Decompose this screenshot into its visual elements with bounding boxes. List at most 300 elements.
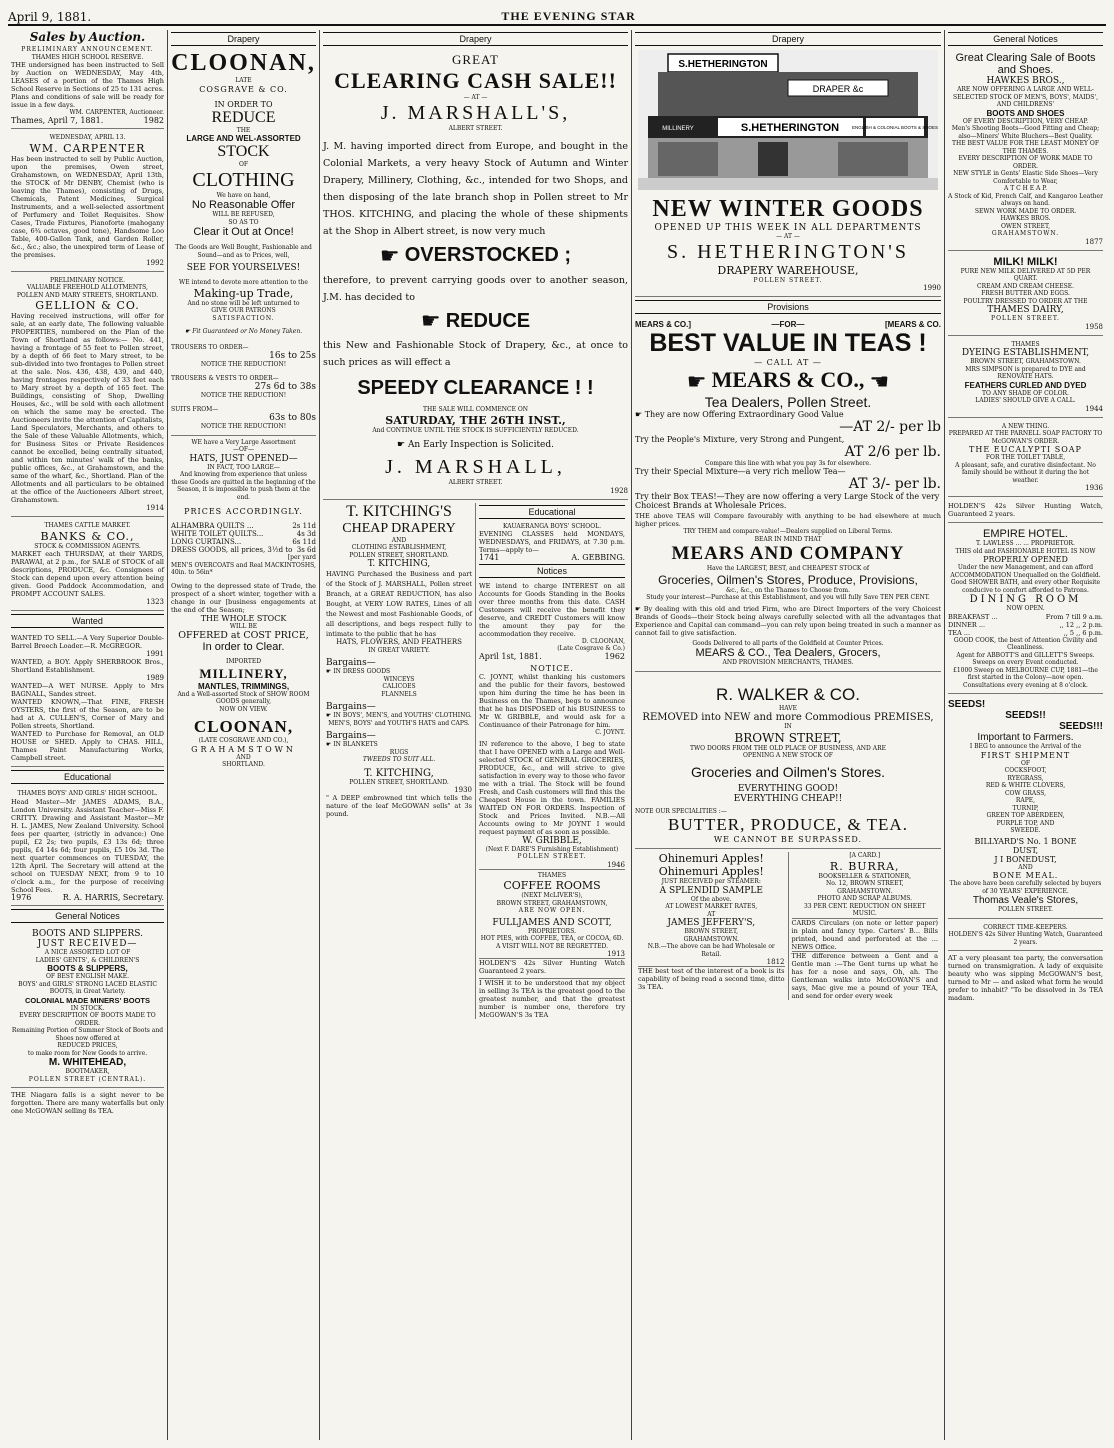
ad-headline: BUTTER, PRODUCE, & TEA. <box>668 815 908 834</box>
ad-headline: Great Clearing Sale of Boots and Shoes. <box>955 52 1096 76</box>
ad-line: An Early Inspection is Solicited. <box>407 440 555 450</box>
ad-line: IN FACT, TOO LARGE— <box>207 463 280 471</box>
ad-line: TWO DOORS FROM THE OLD PLACE OF BUSINESS, AND ARE <box>689 744 887 752</box>
ad-line: And knowing from experience that unless these Goods are quitted in the beginning of the Season, it is impossible to push them at the end. <box>171 471 316 501</box>
ad-line: POULTRY DRESSED TO ORDER AT THE <box>963 297 1088 305</box>
pointing-hand-icon: ☛ <box>396 440 406 450</box>
ad-headline: Groceries and Oilmen's Stores. <box>690 763 886 780</box>
ad-body: Head Master—Mr JAMES ADAMS, B.A., London University. Assistant Teacher—Miss F. CRITTY. Drawing and Assistant Master—Mr H. L. JAMES, New Zealand University. School fees per quarter, (strictly in advance:) One pupil, £2 2s; two pupils, £3 13s 6d; three pupils, £4 14s 6d; four pupils, £5 10s 3d. The next quarter commences on TUESDAY, the 12th April. The Secretary will attend at the school on TUESDAY NEXT, from 9 to 10 o'clock a.m., for the purpose of receiving School Fees. <box>11 797 164 894</box>
ad-title: KAUAERANGA BOYS' SCHOOL. <box>502 522 602 530</box>
ad-line: IN BLANKETS <box>333 741 378 748</box>
ad-line: WE have a Very Large Assortment <box>191 438 296 446</box>
ad-line: OPENING A NEW STOCK OF <box>743 752 833 759</box>
ad-line: AT <box>707 910 716 918</box>
ad-number: 1944 <box>1085 404 1103 413</box>
ad-line: TRY THEM and compare-value!—Dealers supplied on Liberal Terms. <box>683 528 893 535</box>
ad-line: (Next F. DARE'S Furnishing Establishment) <box>485 845 619 853</box>
ad-number: 1812 <box>766 958 785 966</box>
ad-line: SATISFACTION. <box>212 314 275 322</box>
ad-merchant-name: M. WHITEHEAD, <box>48 1057 127 1068</box>
ad-line: EVERYTHING GOOD! <box>737 783 839 794</box>
ad-headline: SEEDS! <box>948 699 986 710</box>
ad-line: THIS old and FASHIONABLE HOTEL IS NOW <box>955 547 1096 555</box>
ad-body: WE intend to charge INTEREST on all Accounts for Goods Standing in the Books over three months from this date. CASH Customers will receive the benefit they deserve, and CREDIT Customers will know the amount they pay for the accommodation they receive. <box>479 581 625 638</box>
ad-line: TO ANY SHADE OF COLOR. <box>982 389 1069 397</box>
ad-number: 1989 <box>146 674 164 682</box>
ad-title: PRELIMINARY NOTICE. <box>49 276 125 284</box>
ad-line: LARGE AND WEL-ASSORTED <box>186 134 301 143</box>
ad-auctioneer-name: WM. CARPENTER <box>29 141 146 155</box>
ad-line: CLOTHING ESTABLISHMENT, <box>351 544 447 551</box>
ad-line: &c., &c., on the Thames to Choose from. <box>725 586 851 594</box>
ad-line: N.B.—The above can be had Wholesale or Retail. <box>647 943 775 958</box>
ad-line: Making-up Trade, <box>193 286 294 300</box>
ad-headline: DYEING ESTABLISHMENT, <box>961 348 1090 358</box>
ad-line: LADIES' SHOULD GIVE A CALL. <box>975 397 1076 404</box>
ad-line: FULLJAMES AND SCOTT, <box>492 917 612 928</box>
meal-row <box>948 621 1103 629</box>
ad-line: POLLEN STREET. <box>517 853 587 860</box>
seed-list <box>948 767 1103 835</box>
notice-line: NOTICE THE REDUCTION! <box>200 423 287 430</box>
ad-auctioneer-name: GELLION & CO. <box>35 299 140 312</box>
ad-hetherington <box>635 194 941 297</box>
pointing-hand-icon: ☛ <box>635 409 643 419</box>
ad-line: GRAHAMSTOWN. <box>837 887 893 895</box>
ad-line: Consultations every evening at 8 o'clock. <box>963 681 1088 689</box>
ad-line: A Stock of Kid, French Calf, and Kangaroo Leather always on hand. <box>948 192 1103 207</box>
ad-line: BROWN STREET, <box>734 730 842 745</box>
ad-line: BOOTS & SLIPPERS, <box>47 964 128 973</box>
ad-line: GIVE OUR PATRONS <box>211 307 276 314</box>
ad-line: By dealing with this old and tried Firm, who are Direct Importers of the very Choicest Brands of Goods—their Stock being always carefully selected with all the advantages that Experience and Capital can command—you can rely upon being treated in such a manner as cannot fail to give satisfaction. <box>635 604 941 637</box>
ad-body: therefore, to prevent carrying goods over to another season, J.M. has decided to <box>323 274 628 303</box>
ad-line: A SPLENDID SAMPLE <box>659 885 763 896</box>
price-list-trousers <box>171 342 316 436</box>
section-drapery: Drapery <box>171 32 316 46</box>
merchant-name: J. MARSHALL, <box>385 456 566 478</box>
ad-line: LADIES' GENTS', & CHILDREN'S <box>35 956 140 964</box>
ad-line: IN BOYS', MEN'S, and YOUTHS' CLOTHING. <box>333 712 472 719</box>
ad-signature: W. GRIBBLE, <box>522 835 582 846</box>
seed-item: PURPLE TOP, AND <box>996 819 1055 827</box>
ad-thames-high-school-reserve <box>11 44 164 129</box>
column-marshall <box>320 30 632 1440</box>
ad-signature: A. GEBBING. <box>571 553 625 562</box>
notices-column <box>476 503 628 1020</box>
ad-line: Of the above. <box>690 895 732 903</box>
ad-signature: (Late Cosgrave & Co.) <box>557 645 625 652</box>
ad-line: HATS, JUST OPENED— <box>189 453 298 464</box>
price-note: [per yard <box>287 554 316 561</box>
ad-line: Try the People's Mixture, very Strong and Pungent, <box>635 434 845 444</box>
ad-line: REDUCED PRICES, <box>57 1042 118 1049</box>
sign-hetherington-top: S.HETHERINGTON <box>678 59 768 70</box>
seed-item: RAPE, <box>1015 797 1036 804</box>
ad-number: 1992 <box>146 258 164 267</box>
filler-paragraph: " A DEEP embrowned tint which tells the nature of the leaf McGOWAN sells" at 3s pound. <box>326 794 472 818</box>
price-row <box>171 546 316 554</box>
ad-corner-label: MEARS & CO.] <box>635 320 691 329</box>
pointing-hand-icon: ☛ <box>326 712 332 719</box>
ad-dyeing <box>948 339 1103 418</box>
ad-line: Tea Dealers, Pollen Street. <box>704 393 872 410</box>
ad-line: ALBERT STREET. <box>448 124 503 132</box>
ad-line: Owing to the depressed state of Trade, the prospect of a short winter, together with a change in our [business engagements at the end of the Season; <box>171 581 316 614</box>
ad-line: RUGS <box>389 748 409 756</box>
ad-line: JUST RECEIVED per STEAMER: <box>661 878 761 885</box>
ad-headline: MILK! MILK! <box>993 255 1058 268</box>
price-value: 6s 11d <box>292 538 316 546</box>
ad-headline: Ohinemuri Apples! <box>658 865 764 878</box>
ad-apples <box>635 852 789 1000</box>
ad-line: THE BEST VALUE FOR THE LEAST MONEY OF THE THAMES. <box>952 140 1099 155</box>
ad-line: OPENED UP THIS WEEK IN ALL DEPARTMENTS <box>654 223 922 233</box>
ad-headline: SEEDS!! <box>1005 710 1046 721</box>
ad-line: FEATHERS CURLED AND DYED <box>964 380 1087 390</box>
ad-line: BOOKSELLER & STATIONER, <box>818 872 911 880</box>
ad-line: POLLEN STREET. <box>753 276 823 284</box>
seed-item: COW GRASS, <box>1004 789 1047 797</box>
ad-cloonan <box>171 50 316 336</box>
ad-title: THAMES CATTLE MARKET. <box>44 522 131 529</box>
ad-line: GRAHAMSTOWN <box>191 744 296 754</box>
ad-line: PREPARED AT THE PARNELL SOAP FACTORY TO McGOWAN'S ORDER. <box>948 430 1103 445</box>
ad-line: We have on hand, <box>216 191 271 199</box>
ad-line: A T C H E A P. <box>1003 185 1048 192</box>
ad-line: PROPERLY OPENED <box>983 555 1068 564</box>
ad-body: C. JOYNT, whilst thanking his customers and the public for their favors, bestowed upon him during the time he has been in Business on the Thames, begs to announce that he has DISPOSED of his BUSINESS to Mr W. GRIBBLE, and would ask for a Continuance of their Patronage for him. <box>479 673 625 729</box>
ad-body: HAVING Purchased the Business and part of the Stock of J. MARSHALL, Pollen street Branch, at a GREAT REDUCTION, has also Bought, at VERY LOW RATES, Lines of all the Newest and most Fashionable Goods, of all descriptions, and begs respect fully to intimate to the public that he has <box>326 570 472 638</box>
ad-line: And CONTINUE UNTIL THE STOCK IS SUFFICIENTLY REDUCED. <box>372 426 579 434</box>
filler-paragraph: THE best test of the interest of a book is its capability of being read a second time, ditto 3s TEA. <box>638 967 785 991</box>
ad-line: — AT — <box>776 233 800 240</box>
sign-boots-shoes: ENGLISH & COLONIAL BOOTS & SHOES <box>851 125 938 130</box>
wanted-item: WANTED KNOWN,—That FINE, FRESH OYSTERS, the first of the Season, are to be had at A. CULLEN'S, Corner of Mary and Pollen streets, Shortland. <box>11 698 164 730</box>
price-value: 3s 6d <box>296 546 316 554</box>
ad-line: Sweeps on every Event conducted. <box>972 659 1079 666</box>
ad-line: GOOD COOK, the best of Attention Civility and Cleanliness. <box>953 636 1098 651</box>
ad-line: MRS SIMPSON is prepared to DYE and RENOVATE HATS. <box>965 365 1086 380</box>
ad-line: OF <box>238 161 249 168</box>
ad-line: AND <box>236 753 251 761</box>
ad-line: HOLDEN'S 42s Silver Hunting Watch, Guaranteed 2 years. <box>948 931 1103 946</box>
ad-eucalypti-soap <box>948 421 1103 498</box>
ad-line: THE WHOLE STOCK <box>200 613 287 623</box>
ad-line: MANTLES, TRIMMINGS, <box>197 681 290 691</box>
ad-line: In order to Clear. <box>202 641 285 653</box>
tea-price: —AT 2/- per lb <box>839 418 941 435</box>
ad-seeds <box>948 697 1103 919</box>
ad-line: —OF— <box>232 446 255 453</box>
ad-location: POLLEN AND MARY STREETS, SHORTLAND. <box>16 291 159 299</box>
sign-hetherington-main: S.HETHERINGTON <box>740 122 840 134</box>
price-item: WHITE TOILET QUILTS... <box>171 530 264 538</box>
ad-line: FRESH BUTTER AND EGGS. <box>981 290 1070 297</box>
ad-title: NOTICE. <box>530 664 574 673</box>
ad-headline: SPEEDY CLEARANCE ! ! <box>357 377 594 399</box>
ad-headline: SEEDS!!! <box>1059 721 1103 732</box>
section-educational: Educational <box>11 770 164 784</box>
ad-line: EVERY DESCRIPTION OF BOOTS MADE TO ORDER. <box>19 1012 156 1027</box>
ad-number: 1936 <box>1085 484 1103 492</box>
ad-line: Have the LARGEST, BEST, and CHEAPEST STOCK of <box>706 565 870 572</box>
price-row <box>171 530 316 538</box>
merchant-name: J. MARSHALL'S, <box>380 101 571 124</box>
merchant-name: T. KITCHING, <box>364 767 434 779</box>
ad-line: DRAPERY WAREHOUSE, <box>717 263 859 277</box>
meal-time: ,, 5 ,, 6 p.m. <box>1063 628 1103 637</box>
ad-line: DINING ROOM <box>969 594 1082 605</box>
ad-body: Having received instructions, will offer for sale, at an early date, The following valuable PROPERTIES, numbered on the Plan of the Town of Shortland as follows:— No. 441, having a frontage of 55 feet to Pollen street, by a depth of 66 feet to Mary street, to be sub-divided into two frontages to Pollen street at the sale. Nos. 436, 438, 439, and 440, having frontages respectively of 33 feet each to Mary street by a depth of 165 feet. The Buildings, consisting of Shop, Dwelling Houses, &c., will be sold with each allotment on which the same may be erected. The Auctioneers invite the attention of Capitalists, Land Speculators, Merchants, and others to the Sale of these Valuable Allotments, which, for Business Sites or Private Residences cannot be excelled, being centrally situated, and within ten minutes' walk of the banks, public offices, &c., at Grahamstown, and the same of the wharf, &c., Shortland. Plan of the Allotments and all particulars to be obtained at the office of the Auctioneers Albert street, Grahamstown. <box>11 312 164 504</box>
ad-line: REDUCE <box>211 108 276 126</box>
ad-body: J. M. having imported direct from Europe, and bought in the Colonial Markets, a very heavy Stock of Autumn and Winter Drapery, Millinery, Clothing, &c., intended for two Shops, and then disposing of the late branch shop in Pollen street to Mr THOS. KITCHING, and placing the whole of these shipments at the Shop in Albert street, is now very much <box>323 141 628 237</box>
ad-line: BONE MEAL. <box>992 871 1059 880</box>
ad-line: THAMES DAIRY, <box>987 305 1064 315</box>
ad-line: IMPORTED <box>225 658 262 665</box>
ad-line: HOT PIES, with COFFEE, TEA, or COCOA, 6D. <box>480 935 624 942</box>
merchant-name: R. WALKER & CO. <box>716 684 860 704</box>
seed-item: GREEN TOP ABERDEEN, <box>986 812 1065 819</box>
ad-line: POLLEN STREET, SHORTLAND. <box>349 551 449 559</box>
ad-line: NOW OPEN. <box>1006 605 1045 612</box>
ad-number: 1958 <box>1085 322 1103 331</box>
ad-subtitle: VALUABLE FREEHOLD ALLOTMENTS, <box>27 284 148 291</box>
masthead <box>8 6 1106 26</box>
wanted-list <box>11 632 164 767</box>
ad-line: T. LAWLESS ... ... PROPRIETOR. <box>976 540 1075 547</box>
ad-line: OF EVERY DESCRIPTION, VERY CHEAP. <box>962 117 1089 125</box>
ad-carpenter-sale <box>11 132 164 272</box>
ad-line: POLLEN STREET. <box>991 315 1060 322</box>
ad-headline: NEW WINTER GOODS <box>652 196 924 222</box>
ad-date: April 1st, 1881. <box>479 651 542 661</box>
ad-marshall <box>323 50 628 500</box>
ad-line: IN STOCK. <box>70 1004 105 1012</box>
seed-item: COCKSFOOT, <box>1004 767 1047 774</box>
merchant-name: T. KITCHING'S <box>346 502 452 520</box>
ad-line: J I BONEDUST, <box>994 854 1057 864</box>
ad-line: The Goods are Well Bought, Fashionable and Sound—and as to Prices, well, <box>175 244 312 259</box>
ad-subtitle: STOCK & COMMISSION AGENTS. <box>34 542 141 550</box>
ad-line: MEN'S, BOYS' and YOUTH'S HATS and CAPS. <box>328 719 470 727</box>
ad-number: 1913 <box>607 950 625 958</box>
ad-line: OFFERED at COST PRICE, <box>178 630 309 641</box>
price-value: 27s 6d to 38s <box>254 382 316 392</box>
ad-mears <box>635 318 941 672</box>
ad-line: SHORTLAND. <box>222 761 265 768</box>
price-row <box>171 522 316 530</box>
ad-number: 1741 <box>479 553 500 562</box>
ad-line: to make room for New Goods to arrive. <box>27 1049 148 1057</box>
ad-line: IN GREAT VARIETY. <box>368 646 430 654</box>
seed-item: RYEGRASS, <box>1007 774 1044 782</box>
price-item: TROUSERS & VESTS TO ORDER— <box>171 374 279 382</box>
wanted-item: WANTED TO SELL.—A Very Superior Double-Barrel Breech Loader.—R. McGREGOR. <box>11 634 164 650</box>
ad-line: Try their Special Mixture—a very rich mellow Tea— <box>635 467 846 476</box>
ad-line: WILL BE REFUSED, <box>212 211 275 218</box>
ad-line: (NEXT McLIVER'S), <box>521 892 583 899</box>
ad-line: A NICE ASSORTED LOT OF <box>44 949 131 956</box>
ad-line: IN <box>784 723 792 730</box>
meal-name: TEA ... <box>948 628 971 637</box>
ad-line: ARE NOW OPEN. <box>518 907 586 914</box>
ad-line: The above have been carefully selected by buyers of 30 YEARS' EXPERIENCE. <box>949 880 1102 895</box>
ad-line: Agent for ABBOTT'S and GILLETT'S Sweeps. <box>956 651 1095 659</box>
ad-line: SEWN WORK MADE TO ORDER. <box>974 207 1077 215</box>
ad-headline: EMPIRE HOTEL. <box>983 528 1068 540</box>
ad-line: And a Well-assorted Stock of SHOW ROOM GOODS generally, <box>177 690 310 705</box>
newspaper-title: THE EVENING STAR <box>501 9 636 23</box>
price-list <box>171 522 316 554</box>
ad-body: Has been instructed to sell by Public Auction, upon the premises, Owen street, Grahamstown, on WEDNESDAY, April 13th, the STOCK of Mr DENBY, Chemist (who is leaving the Thames), consisting of Drugs, Chemicals, Patent Medicines, Surgical Instruments, and a well-selected assortment of Perfumery and Toilet Requisites. Show Cases, Trade Fixtures, Pianoforte (mahogany case, 6¾ octaves, good tone), Handsome Loo Table, 400-Gallon Tank, and Garden Roller, &c., &c.; also, the unexpired term of Lease of the premises. <box>11 154 164 259</box>
pointing-hand-icon: ☛ <box>686 369 707 395</box>
ad-number: 1991 <box>146 650 164 658</box>
price-item: SUITS FROM— <box>171 405 219 413</box>
ad-line: AT LOWEST MARKET RATES, <box>665 903 758 910</box>
filler-paragraph: AT a very pleasant tea party, the conversation turned on transmigration. A lady of exquisite beauty who was sipping McGOWAN'S best, turned to Mr — and asked what form he would prefer to inhabit? "To be dissolved in 3s TEA madam. <box>948 954 1103 1002</box>
ad-line: A VISIT WILL NOT BE REGRETTED. <box>495 942 609 950</box>
merchant-name: S. HETHERINGTON'S <box>666 240 909 263</box>
filler-paragraph: THE difference between a Gent and a Gentle man :—The Gent turns up what he has for a nose and says, Oh, ah. The Gentleman walks into McGOWAN'S and says, Mac give me a pound of your TEA, and send for order every week <box>791 951 938 1000</box>
ad-line: FLANNELS <box>381 690 417 698</box>
section-drapery: Drapery <box>635 32 941 46</box>
seed-item: SWEEDE. <box>1010 827 1041 834</box>
ad-line: AND <box>1018 863 1033 871</box>
column-auctions <box>8 30 168 1440</box>
tea-price: AT 3/- per lb. <box>848 476 941 492</box>
price-item: DRESS GOODS, all prices, 3½d to <box>171 546 293 554</box>
ad-headline: COFFEE ROOMS <box>503 879 601 892</box>
pointing-hand-icon: ☛ <box>420 309 441 334</box>
section-educational: Educational <box>479 505 625 519</box>
section-wanted: Wanted <box>11 614 164 628</box>
ad-line: BOYS' and GIRLS' STRONG LACED ELASTIC BOOTS, in Great Variety. <box>18 980 157 995</box>
ad-line: TWEEDS TO SUIT ALL. <box>362 756 436 763</box>
filler-paragraph: THE Niagara falls is a sight never to be forgotten. There are many waterfalls but only one McGOWAN selling 8s TEA. <box>11 1091 164 1115</box>
ad-bargains-heading: Bargains— <box>326 731 376 741</box>
section-general-notices: General Notices <box>11 909 164 923</box>
ad-line: — CALL AT — <box>754 358 822 367</box>
pointing-hand-icon: ☛ <box>184 328 191 335</box>
section-drapery: Drapery <box>323 32 628 46</box>
ad-line: — AT — <box>463 94 488 101</box>
notice-line: NOTICE THE REDUCTION! <box>200 361 287 368</box>
ad-bargains-heading: Bargains— <box>326 702 376 712</box>
ad-line: A pleasant, safe, and curative disinfectant. No family should be without it during the hot weather. <box>955 461 1096 484</box>
ad-line: THE <box>236 126 251 134</box>
wanted-item: WANTED to Purchase for Removal, an OLD HOUSE or SHED. Apply to CHAS. HILL, Thames Paint Manufacturing Works, Campbell street. <box>11 730 164 762</box>
ad-line: PURE NEW MILK DELIVERED AT 5D PER QUART. <box>960 267 1091 282</box>
ad-line: PROPRIETORS. <box>527 927 577 935</box>
meal-time: From 7 till 9 a.m. <box>1045 612 1103 621</box>
ad-signature: R. A. HARRIS, Secretary. <box>62 892 164 902</box>
ad-line: Thomas Veale's Stores, <box>972 895 1079 906</box>
ad-number: 1930 <box>454 786 472 794</box>
ad-headline: THE EUCALYPTI SOAP <box>969 445 1082 454</box>
ad-date: WEDNESDAY, APRIL 13. <box>49 134 126 141</box>
ad-line: OWEN STREET, <box>1000 222 1051 230</box>
ad-line: IN ORDER TO <box>214 99 273 109</box>
column-general-notices <box>945 30 1106 1440</box>
ad-headline: CLEARING CASH SALE!! <box>334 68 617 93</box>
ad-line: Fit Guaranteed or No Money Taken. <box>192 328 303 335</box>
ad-body: this New and Fashionable Stock of Drapery, &c., at once to such prices as will effect a <box>323 340 628 368</box>
ad-line: PRICES ACCORDINGLY. <box>184 507 303 516</box>
ad-freehold-allotments <box>11 275 164 518</box>
ad-line: MEN'S OVERCOATS and Real MACKINTOSHS, 40in. to 56in* <box>171 561 316 576</box>
meal-row <box>948 629 1103 637</box>
ad-line: CORRECT TIME-KEEPERS. <box>983 923 1068 931</box>
merchant-name: MEARS & CO., <box>711 367 865 392</box>
ad-line: No. 12, BROWN STREET, <box>825 880 904 887</box>
ad-line: FOR THE TOILET TABLE, <box>985 454 1066 461</box>
ad-line: No Reasonable Offer <box>191 199 296 211</box>
ad-headline: Important to Farmers. <box>977 732 1074 743</box>
ad-line: JAMES JEFFERY'S, <box>667 918 756 928</box>
ad-line: CALICOES <box>382 683 416 690</box>
tea-price: AT 2/6 per lb. <box>844 443 941 460</box>
seed-item: TURNIP, <box>1012 804 1039 812</box>
ad-line: —FOR— <box>771 320 805 329</box>
ad-corner-label: [MEARS & CO. <box>884 320 941 329</box>
ad-line: WE intend to devote more attention to the <box>179 279 308 286</box>
ad-title: BOOTS AND SLIPPERS. <box>32 929 143 939</box>
ad-headline: OVERSTOCKED ; <box>404 244 572 266</box>
price-value: 63s to 80s <box>269 413 316 423</box>
meal-times <box>948 613 1103 637</box>
ad-number: 1976 <box>11 892 32 902</box>
ad-line: HATS, FLOWERS, AND FEATHERS <box>336 638 462 646</box>
ad-line: OF <box>1020 759 1031 767</box>
ad-line: IN DRESS GOODS <box>333 668 391 675</box>
ad-line: BROWN STREET, GRAHAMSTOWN. <box>970 358 1081 365</box>
ad-signature: C. JOYNT. <box>595 729 625 736</box>
ad-line: THAMES <box>537 871 567 879</box>
ad-signature: WM. CARPENTER, Auctioneer. <box>69 109 164 116</box>
price-value: 2s 11d <box>292 522 316 530</box>
price-row <box>171 538 316 546</box>
price-item: LONG CURTAINS... <box>171 538 242 546</box>
ad-line: AND <box>391 536 407 544</box>
ad-line: BOOTMAKER, <box>65 1068 110 1075</box>
ad-line: 33 PER CENT. REDUCTION ON SHEET MUSIC. <box>803 902 926 917</box>
pointing-hand-icon: ☛ <box>379 243 400 269</box>
filler-paragraph: I WISH it to be understood that my object in selling 3s TEA is the greatest good to the greatest number, and that the greatest number is number one, therefore try McGOWAN'S 3s TEA <box>479 979 625 1019</box>
ad-line: CLOTHING <box>192 168 295 191</box>
ad-date: Thames, April 7, 1881. <box>11 115 104 125</box>
ad-number: 1962 <box>604 651 625 661</box>
ad-line: Goods Delivered to all parts of the Goldfield at Counter Prices. <box>692 639 884 647</box>
ad-number: 1928 <box>610 486 628 495</box>
ad-line: NEW STYLE in Gents' Elastic Side Shoes—Very Comfortable to Wear, <box>953 170 1098 185</box>
pointing-hand-icon: ☛ <box>326 741 332 748</box>
ad-line: SATURDAY, THE 26TH INST., <box>385 413 566 427</box>
ad-line: COSGRAVE & CO. <box>199 84 288 94</box>
storefront-engraving <box>638 50 938 190</box>
ad-line: POLLEN STREET. <box>998 906 1053 913</box>
section-general-notices: General Notices <box>948 32 1103 46</box>
ad-line: THE SALE WILL COMMENCE ON <box>422 406 529 413</box>
ad-number: 1990 <box>923 284 941 292</box>
ad-bargains-heading: Bargains— <box>326 658 376 668</box>
ad-line: BOOTS AND SHOES <box>986 108 1065 118</box>
ad-line: BROWN STREET, <box>684 928 739 935</box>
ad-line: PHOTO AND SCRAP ALBUMS. <box>817 895 913 902</box>
ad-line: Under the new Management, and can afford ACCOMMODATION Unequalled on the Goldfield. <box>950 564 1101 579</box>
ad-headline: BEST VALUE IN TEAS ! <box>649 329 927 357</box>
pointing-hand-icon: ☛ <box>635 604 641 613</box>
